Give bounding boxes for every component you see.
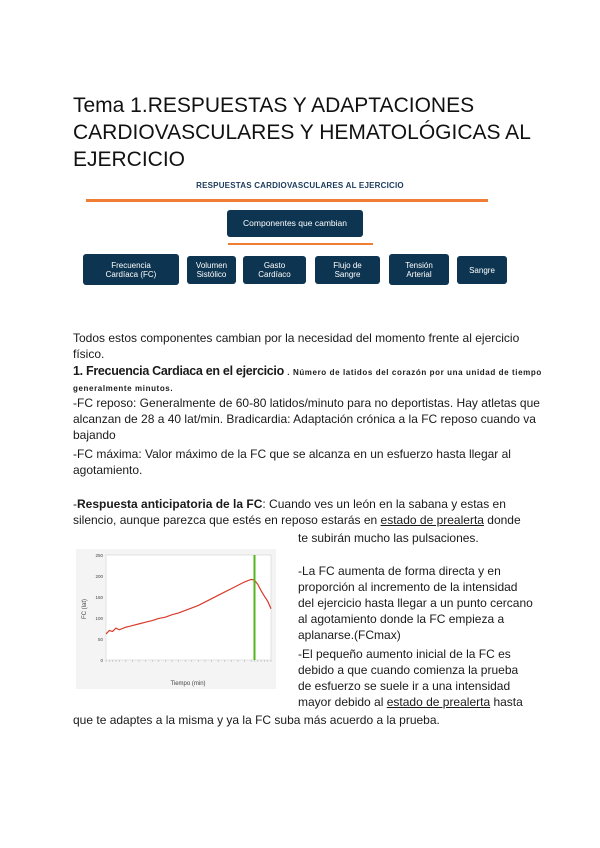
section1-heading-block bbox=[73, 364, 543, 396]
diagram-item-frecuencia: Frecuencia Cardíaca (FC) bbox=[83, 254, 179, 285]
diagram-divider bbox=[86, 199, 488, 202]
section1-heading: 1. Frecuencia Cardiaca en el ejercicio bbox=[73, 364, 284, 378]
diagram-item-gasto: Gasto Cardíaco bbox=[243, 256, 306, 284]
y-tick-label: 200 bbox=[95, 574, 103, 579]
diagram-item-sangre: Sangre bbox=[457, 256, 507, 284]
plot-area bbox=[106, 555, 271, 660]
anticipatoria-line-end: te subirán mucho las pulsaciones. bbox=[298, 531, 479, 545]
section1-subheading: . Número de latidos del corazón por una unidad de tiempo generalmente minutos. bbox=[73, 368, 542, 393]
diagram-item-volumen: Volumen Sistólico bbox=[187, 256, 236, 284]
y-tick-label: 150 bbox=[95, 595, 103, 600]
intro-paragraph: Todos estos componentes cambian por la necesidad del momento frente al ejercicio físico. bbox=[73, 331, 520, 361]
prealerta-underlined-2: estado de prealerta bbox=[386, 695, 491, 709]
diagram-root-box: Componentes que cambian bbox=[227, 210, 363, 237]
page-title: Tema 1.RESPUESTAS Y ADAPTACIONES CARDIOVASCULARES Y HEMATOLÓGICAS AL EJERCICIO bbox=[73, 94, 531, 171]
diagram-item-flujo: Flujo de Sangre bbox=[315, 256, 380, 284]
y-tick-label: 100 bbox=[95, 616, 103, 621]
diagram-connector bbox=[228, 243, 373, 245]
anticipatoria-bold: Respuesta anticipatoria de la FC bbox=[77, 497, 263, 511]
y-tick-label: 50 bbox=[97, 637, 103, 642]
y-tick-label: 0 bbox=[100, 658, 103, 663]
fc-reposo-text: -FC reposo: Generalmente de 60-80 latidos/minuto para no deportistas. Hay atletas que alcanzan de 28 a 40 lat/min. Bradicardia: Adaptación crónica a la FC reposo cuando va bajando bbox=[73, 396, 540, 442]
fc-maxima-text: -FC máxima: Valor máximo de la FC que se alcanza en un esfuerzo hasta llegar al agotamiento. bbox=[73, 447, 511, 477]
side-paragraph-1: -La FC aumenta de forma directa y en proporción al incremento de la intensidad del ejercicio hasta llegar a un punto cercano al agotamiento donde la FC empieza a aplanarse.(FCmax) bbox=[298, 564, 533, 642]
diagram-item-tension: Tensión Arterial bbox=[389, 254, 449, 285]
y-axis-label: FC (lat) bbox=[82, 599, 88, 619]
y-tick-label: 250 bbox=[95, 553, 103, 558]
fc-chart bbox=[76, 549, 276, 689]
x-axis-label: Tiempo (min) bbox=[170, 681, 206, 687]
side-paragraph-2: -El pequeño aumento inicial de la FC es debido a que cuando comienza la prueba de esfuerzo se suele ir a una intensidad mayor debido al estado de prealerta hasta bbox=[298, 647, 523, 709]
diagram-title: RESPUESTAS CARDIOVASCULARES AL EJERCICIO bbox=[196, 181, 404, 190]
prealerta-underlined: estado de prealerta bbox=[380, 513, 484, 527]
side-last-line: que te adaptes a la misma y ya la FC suba más acuerdo a la prueba. bbox=[73, 713, 440, 727]
anticipatoria-paragraph: -Respuesta anticipatoria de la FC: Cuando ves un león en la sabana y estas en silencio, aunque parezca que estés en reposo estarás en estado de prealerta donde bbox=[73, 497, 521, 527]
